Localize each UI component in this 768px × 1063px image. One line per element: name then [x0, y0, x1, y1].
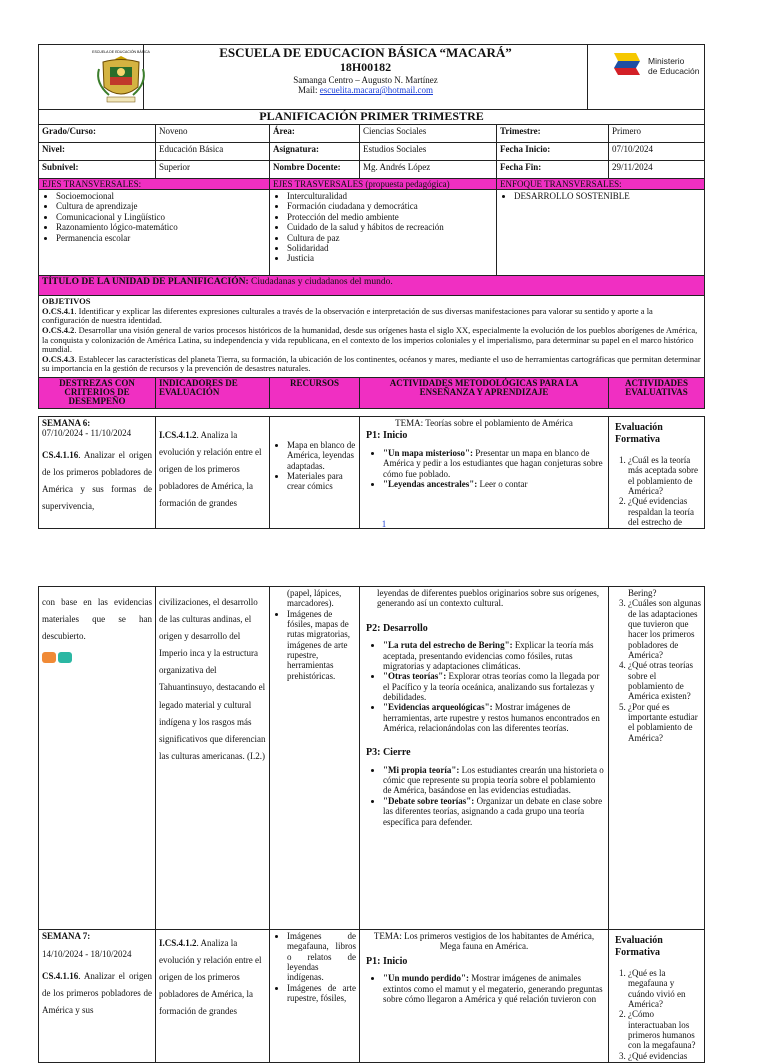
enfoque-list — [497, 190, 705, 276]
week7-destreza: SEMANA 7: 14/10/2024 - 18/10/2024 CS.4.1.16. Analizar el origen de los primeros pobladores de América y sus — [39, 930, 156, 1063]
recurso-item: • Materiales para crear cómics — [287, 471, 356, 492]
asignatura-value: Estudios Sociales — [360, 142, 497, 160]
nivel-label: Nivel: — [39, 142, 156, 160]
cont-destreza: con base en las evidencias materiales que se han descubierto. — [39, 587, 156, 930]
eval-question: 2. ¿Qué evidencias respaldan la teoría del estrecho de — [628, 496, 701, 527]
mail-link[interactable]: escuelita.macara@hotmail.com — [319, 85, 433, 96]
cont-actividades: leyendas de diferentes pueblos originarios sobre sus orígenes, generando así un contexto cultural. P2: Desarrollo • "La ruta del estrecho de Bering": Explicar la teoría más aceptada, presentando evidencias como fósiles, rutas migratorias y adaptaciones climáticas. • "Otras teorías": Explorar otras teorías como la llegada por el Pacífico y la teoría oceánica, analizando sus fortalezas y debilidades. • "Evidencias arqueológicas": Mostrar imágenes de herramientas, arte rupestre y restos humanos encontrados en América, relacionándolas con las diferentes teorías. P3: Cierre • "Mi propia teoría": Los estudiantes crearán una historieta o cómic que represente su propia teoría sobre el poblamiento de América, basándose en las evidencias estudiadas. • "Debate sobre teorías": Organizar un debate en clase sobre las diferentes teorías, asignando a cada grupo una teoría específica para defender. — [360, 587, 609, 930]
week6-evaluacion — [609, 417, 705, 529]
page-number: 1 — [381, 519, 387, 529]
enfoque-item: • DESARROLLO SOSTENIBLE — [514, 191, 701, 201]
week6-activity: • "Leyendas ancestrales": Leer o contar — [383, 479, 605, 489]
school-crest-logo — [91, 47, 151, 105]
eval-question: 4. ¿Qué otras teorías sobre el poblamiento de América existen? — [628, 660, 701, 701]
objective-item: O.CS.4.1. Identificar y explicar las diferentes expresiones culturales a través de la observación e interpretación de sus diversas manifestaciones para valorar su sentido y aporte a la configuración de nuestra identidad. — [42, 305, 653, 326]
col-actividades: ACTIVIDADES METODOLÓGICAS PARA LA ENSEÑANZA Y APRENDIZAJE — [360, 378, 609, 409]
eje-propuesta-item: • Formación ciudadana y democrática — [287, 201, 493, 211]
week7-indicador: I.CS.4.1.2. Analiza la evolución y relación entre el origen de los primeros pobladores de América, la formación de grandes — [156, 930, 270, 1063]
week6-eval-title: Evaluación Formativa — [615, 422, 663, 445]
col-evaluativas: ACTIVIDADES EVALUATIVAS — [609, 378, 705, 409]
area-label: Área: — [270, 124, 360, 142]
planning-table — [38, 109, 705, 409]
week6-indicador: I.CS.4.1.2. Analiza la evolución y relación entre el origen de los primeros pobladores de América, la formación de grandes — [156, 417, 270, 529]
cont-indicador: civilizaciones, el desarrollo de las culturas andinas, el origen y desarrollo del Imperio inca y la estructura organizativa del Tahuantinsuyo, destacando el legado material y cultural indígena y los rasgos más significativos que diferencian las culturas americanas. (I.2.) — [156, 587, 270, 930]
recurso-item: • Imágenes de megafauna, libros o relatos de leyendas indígenas. — [287, 931, 356, 983]
area-value: Ciencias Sociales — [360, 124, 497, 142]
school-name: ESCUELA DE EDUCACION BÁSICA “MACARÁ” — [219, 45, 512, 60]
week6-recursos — [270, 417, 360, 529]
eval-question: 3. ¿Qué evidencias — [628, 1051, 701, 1061]
col-indicadores: INDICADORES DE EVALUACIÓN — [156, 378, 270, 409]
eje-item: • Socioemocional — [56, 191, 266, 201]
col-destrezas: DESTREZAS CON CRITERIOS DE DESEMPEÑO — [39, 378, 156, 409]
eje-propuesta-item: • Protección del medio ambiente — [287, 212, 493, 222]
recurso-item: • Mapa en blanco de América, leyendas adaptadas. — [287, 440, 356, 471]
week6-tema: : Teorías sobre el poblamiento de América — [420, 418, 573, 428]
week7-label: SEMANA 7: — [42, 931, 91, 941]
continuation-table — [38, 586, 705, 1063]
week7-activity: • "Un mundo perdido": Mostrar imágenes de animales extintos como el mamut y el megaterio, generando preguntas sobre cómo llegaron a América y qué relación tuvieron con — [383, 973, 605, 1004]
eje-item: • Permanencia escolar — [56, 233, 266, 243]
fecha-fin-label: Fecha Fin: — [497, 160, 609, 178]
grado-value: Noveno — [156, 124, 270, 142]
week7-eval-title: Evaluación Formativa — [615, 935, 663, 958]
fecha-inicio-label: Fecha Inicio: — [497, 142, 609, 160]
eje-propuesta-item: • Justicia — [287, 253, 493, 263]
cont-evaluacion: Bering? 3. ¿Cuáles son algunas de las adaptaciones que tuvieron que hacer los primeros pobladores de América? 4. ¿Qué otras teorías sobre el poblamiento de América existen? 5. ¿Por qué es importante estudiar el poblamiento de América? — [609, 587, 705, 930]
objective-item: O.CS.4.2. Desarrollar una visión general de varios procesos históricos de la humanidad, desde sus orígenes hasta el siglo XX, especialmente la evolución de los pueblos aborígenes de América, la conquista y colonización de América Latina, su independencia y vida republicana, en el contexto de los imperios coloniales y el imperialismo, para determinar su papel en el marco histórico mundial. — [42, 324, 698, 355]
week6-actividades: TEMA: Teorías sobre el poblamiento de América P1: Inicio • "Un mapa misterioso": Presentar un mapa en blanco de América y pedir a los estudiantes que hagan conjeturas sobre cómo fue poblado. • "Leyendas ancestrales": Leer o contar — [360, 417, 609, 529]
activity-item: • "Debate sobre teorías": Organizar un debate en clase sobre las diferentes teorías, asignando a cada grupo una teoría específica para defender. — [383, 796, 605, 827]
ministry-name-line2: de Educación — [648, 65, 700, 76]
ejes-propuesta-list — [270, 190, 497, 276]
week7-dates: 14/10/2024 - 18/10/2024 — [42, 949, 132, 960]
eje-propuesta-item: • Cultura de paz — [287, 233, 493, 243]
nivel-value: Educación Básica — [156, 142, 270, 160]
week6-p1: P1: Inicio — [366, 430, 408, 442]
fecha-inicio-value: 07/10/2024 — [609, 142, 705, 160]
activity-item: • "Mi propia teoría": Los estudiantes crearán una historieta o cómic que represente su propia teoría sobre el poblamiento de América, basándose en las evidencias estudiadas. — [383, 765, 605, 796]
eje-propuesta-item: • Interculturalidad — [287, 191, 493, 201]
week7-recursos — [270, 930, 360, 1063]
eje-propuesta-item: • Solidaridad — [287, 243, 493, 253]
week6-destreza: SEMANA 6: 07/10/2024 - 11/10/2024 CS.4.1.16. Analizar el origen de los primeros pobladores de América y sus formas de supervivencia, — [39, 417, 156, 529]
ministry-logo — [612, 49, 708, 79]
school-mail: Mail: escuelita.macara@hotmail.com — [298, 85, 433, 96]
ejes-transversales-list — [39, 190, 270, 276]
eje-item: • Comunicacional y Lingüístico — [56, 212, 266, 222]
activity-item: • "Evidencias arqueológicas": Mostrar imágenes de herramientas, arte rupestre y restos humanos encontrados en América, relacionándolas con las diferentes teorías. — [383, 702, 605, 733]
subnivel-label: Subnivel: — [39, 160, 156, 178]
docente-label: Nombre Docente: — [270, 160, 360, 178]
ministry-flag-icon — [612, 49, 642, 79]
week6-dates: 07/10/2024 - 11/10/2024 — [42, 428, 132, 439]
unidad-label: TÍTULO DE LA UNIDAD DE PLANIFICACIÓN: — [42, 277, 249, 288]
objetivos-title: OBJETIVOS — [42, 296, 91, 307]
plan-title: PLANIFICACIÓN PRIMER TRIMESTRE — [39, 110, 705, 125]
school-info — [144, 45, 588, 110]
docente-value: Mg. Andrés López — [360, 160, 497, 178]
week7-evaluacion — [609, 930, 705, 1063]
eval-question: 2. ¿Cómo interactuaban los primeros humanos con la megafauna? — [628, 1009, 701, 1050]
dua-icon — [58, 652, 72, 663]
unidad-value: Ciudadanas y ciudadanos del mundo. — [251, 277, 393, 288]
trimestre-value: Primero — [609, 124, 705, 142]
recurso-item: • Imágenes de arte rupestre, fósiles, — [287, 983, 356, 1004]
trimestre-label: Trimestre: — [497, 124, 609, 142]
ejes-transversales-header: EJES TRANSVERSALES: — [39, 178, 270, 189]
grado-label: Grado/Curso: — [39, 124, 156, 142]
week6-activity: • "Un mapa misterioso": Presentar un mapa en blanco de América y pedir a los estudiantes que hagan conjeturas sobre cómo fue poblado. — [383, 448, 605, 479]
eje-item: • Cultura de aprendizaje — [56, 201, 266, 211]
subnivel-value: Superior — [156, 160, 270, 178]
dua-icons — [42, 651, 152, 662]
week7-tema: Los primeros vestigios de los habitantes de América, Mega fauna en América. — [401, 931, 595, 952]
objetivos-cell — [39, 296, 705, 378]
ejes-propuesta-header: EJES TRASVERSALES (propuesta pedagógica) — [270, 178, 497, 189]
school-code: 18H00182 — [339, 59, 392, 74]
asignatura-label: Asignatura: — [270, 142, 360, 160]
cont-recursos: (papel, lápices, marcadores). • Imágenes de fósiles, mapas de rutas migratorias, imágenes de arte rupestre, herramientas prehistóricas. — [270, 587, 360, 930]
ministry-name-line1: Ministerio — [648, 56, 685, 66]
week7-actividades: TEMA: Los primeros vestigios de los habitantes de América, Mega fauna en América. P1: Inicio • "Un mundo perdido": Mostrar imágenes de animales extintos como el mamut y el megaterio, generando preguntas sobre cómo llegaron a América y qué relación tuvieron con — [360, 930, 609, 1063]
eje-propuesta-item: • Cuidado de la salud y hábitos de recreación — [287, 222, 493, 232]
eval-question: 1. ¿Qué es la megafauna y cuándo vivió en América? — [628, 968, 701, 1009]
week6-row — [38, 416, 705, 529]
fecha-fin-value: 29/11/2024 — [609, 160, 705, 178]
svg-text:ESCUELA DE EDUCACIÓN BÁSICA: ESCUELA DE EDUCACIÓN BÁSICA — [92, 50, 150, 54]
p3-title: P3: Cierre — [366, 747, 411, 759]
dua-icon — [42, 652, 56, 663]
eval-question: 3. ¿Cuáles son algunas de las adaptaciones que tuvieron que hacer los primeros pobladores de América? — [628, 598, 701, 660]
activity-item: • "La ruta del estrecho de Bering": Explicar la teoría más aceptada, presentando evidencias como fósiles, rutas migratorias y adaptaciones climáticas. — [383, 640, 605, 671]
objective-item: O.CS.4.3. Establecer las características del planeta Tierra, su formación, la ubicación de los continentes, océanos y mares, mediante el uso de herramientas cartográficas que permitan determinar su importancia en la gestión de recursos y la prevención de desastres naturales. — [42, 353, 701, 374]
eval-question: 5. ¿Por qué es importante estudiar el poblamiento de América? — [628, 702, 701, 743]
week6-label: SEMANA 6: — [42, 418, 91, 428]
school-address: Samanga Centro – Augusto N. Martínez — [293, 74, 438, 85]
week7-p1: P1: Inicio — [366, 955, 408, 967]
unidad-title-row — [39, 276, 705, 296]
eje-item: • Razonamiento lógico-matemático — [56, 222, 266, 232]
activity-item: • "Otras teorías": Explorar otras teorías como la llegada por el Pacífico y la teoría oceánica, analizando sus fortalezas y debilidades. — [383, 671, 605, 702]
enfoque-transversales-header: ENFOQUE TRANSVERSALES: — [497, 178, 705, 189]
recurso-item: • Imágenes de fósiles, mapas de rutas migratorias, imágenes de arte rupestre, herramientas prehistóricas. — [287, 609, 356, 681]
eval-question: 1. ¿Cuál es la teoría más aceptada sobre el poblamiento de América? — [628, 455, 701, 496]
p2-title: P2: Desarrollo — [366, 622, 428, 634]
col-recursos: RECURSOS — [270, 378, 360, 409]
